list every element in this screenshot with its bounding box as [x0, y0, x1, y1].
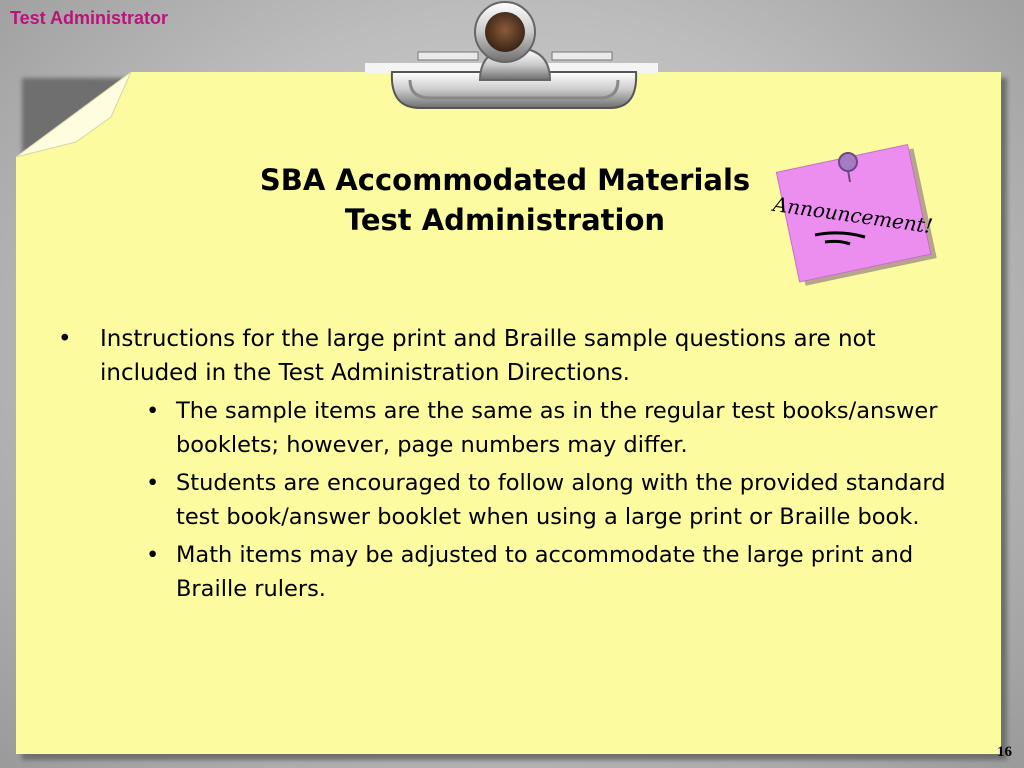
paper-curl	[16, 72, 136, 162]
announcement-text: Announcement!	[771, 191, 935, 239]
pushpin-icon	[839, 153, 857, 171]
bullet-item	[58, 322, 963, 390]
sub-bullet-item	[146, 538, 956, 606]
bullet-text: Instructions for the large print and Braille sample questions are not included in the Test Administration Directions.	[100, 326, 876, 386]
corner-label: Test Administrator	[10, 8, 169, 28]
title-line-1: SBA Accommodated Materials	[259, 163, 751, 197]
binder-clip-icon	[380, 0, 650, 115]
announcement-note	[770, 140, 940, 290]
bullet-text: Math items may be adjusted to accommodate the large print and Braille rulers.	[176, 542, 914, 602]
sub-bullet-item	[146, 394, 956, 462]
sub-bullet-item	[146, 466, 956, 534]
bullet-text: The sample items are the same as in the regular test books/answer booklets; however, page numbers may differ.	[176, 398, 938, 458]
bullet-marker: •	[58, 326, 72, 352]
bullet-list	[58, 322, 963, 610]
bullet-text: Students are encouraged to follow along with the provided standard test book/answer booklet when using a large print or Braille book.	[176, 470, 946, 530]
bullet-marker: •	[146, 470, 160, 496]
page-number: 16	[997, 744, 1012, 760]
title-line-2: Test Administration	[344, 203, 666, 237]
bullet-marker: •	[146, 542, 160, 568]
slide-title	[200, 160, 810, 240]
bullet-marker: •	[146, 398, 160, 424]
